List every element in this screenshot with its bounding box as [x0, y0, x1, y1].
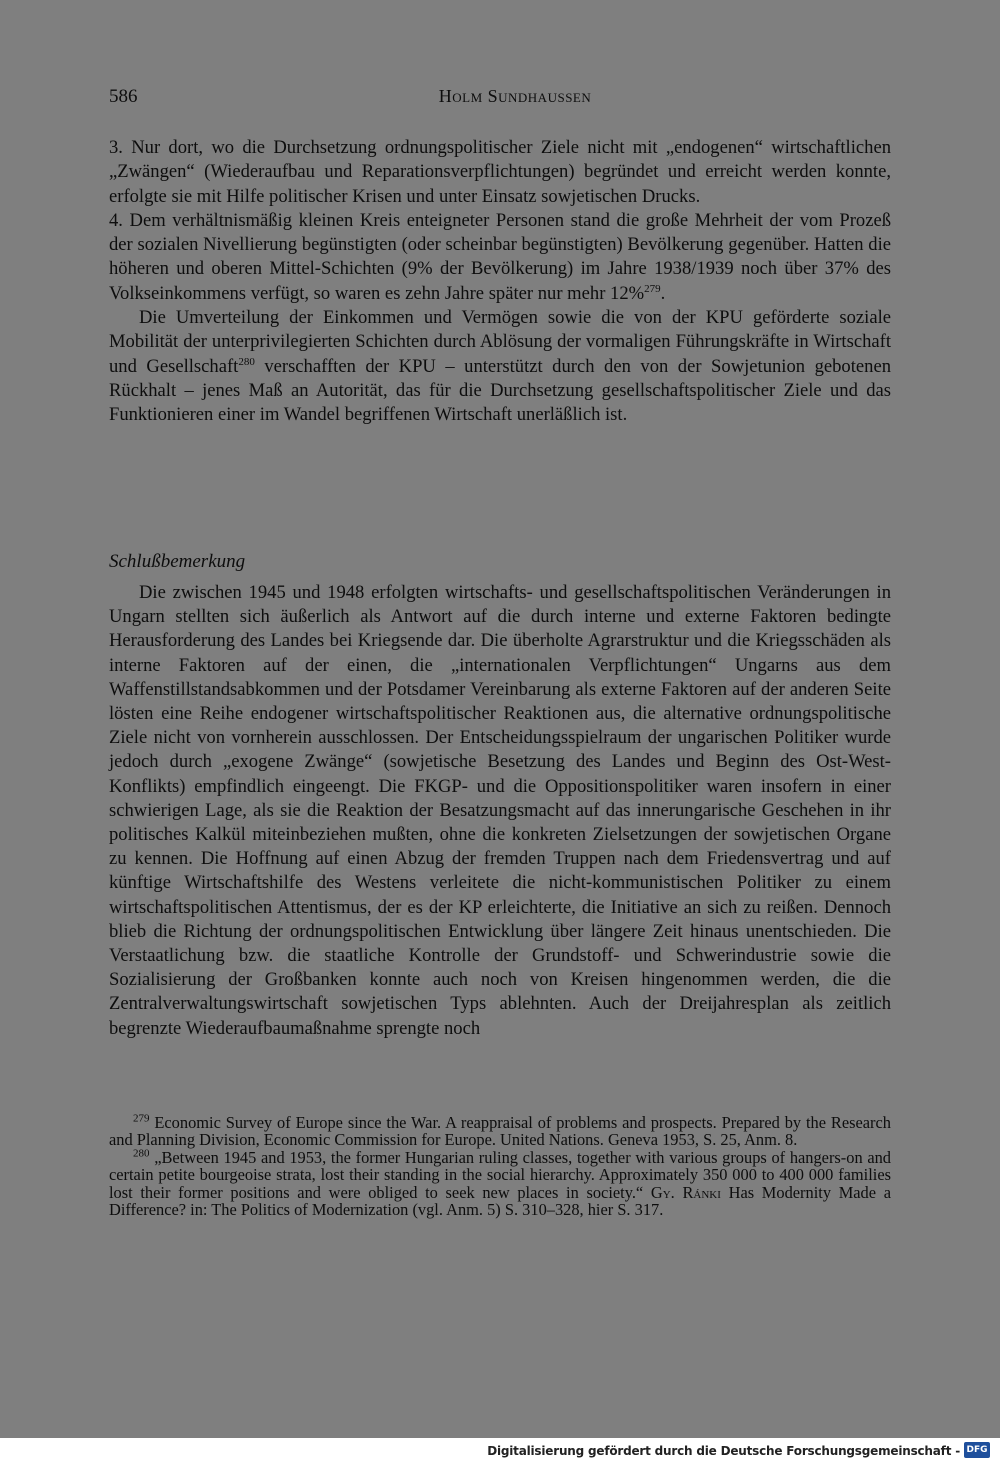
footnote-280	[109, 1149, 891, 1219]
footnote-279-text: Economic Survey of Europe since the War. A reappraisal of problems and prospects. Prepared by the Research and Planning Division, Economic Commission for Europe. United Nations. Geneva 1953, S. 25, Anm. 8.	[109, 1113, 891, 1150]
footnote-ref-279[interactable]: 279	[644, 282, 661, 295]
footnote-280-text-1: „Between 1945 and 1953, the former Hungarian ruling classes, together with various groups of hangers-on and certain petite bourgeoise strata, lost their standing in the social hierarchy. Approximately 350 000 to 400 000 families lost their former positions and were obliged to seek new places in society.“	[109, 1147, 891, 1202]
paragraph-4	[109, 209, 891, 306]
page-number: 586	[109, 86, 138, 107]
dfg-logo-icon[interactable]: DFG	[964, 1442, 990, 1458]
digitization-credit-bar	[0, 1438, 1000, 1464]
footnote-280-text-2: Has Modernity Made a Difference? in: The Politics of Modernization (vgl. Anm. 5) S. 310–328, hier S. 317.	[109, 1182, 892, 1220]
section-1-body	[109, 136, 891, 428]
paragraph-5-text-2: verschafften der KPU – unterstützt durch den von der Sowjetunion gebotenen Rückhalt – jenes Maß an Autorität, das für die Durchsetzung gesellschaftspolitischer Ziele und das Funktionieren einer im Wandel begriffenen Wirtschaft unerläßlich ist.	[109, 355, 891, 426]
paragraph-4-end: .	[660, 282, 666, 304]
conclusion-paragraph: Die zwischen 1945 und 1948 erfolgten wirtschafts- und gesellschaftspolitischen Veränderungen in Ungarn stellten sich äußerlich als Antwort auf die durch interne und externe Faktoren bedingte Herausforderung des Landes bei Kriegsende dar. Die überholte Agrarstruktur und die Kriegsschäden als interne Faktoren auf der einen, die „internationalen Verpflichtungen“ Ungarns aus dem Waffenstillstandsabkommen und der Potsdamer Vereinbarung als externe Faktoren auf der anderen Seite lösten eine Reihe endogener wirtschaftspolitischer Reaktionen aus, die alternative ordnungspolitische Ziele nicht von vornherein ausschlossen. Der Entscheidungsspielraum der ungarischen Politiker wurde jedoch durch „exogene Zwänge“ (sowjetische Besetzung des Landes und Beginn des Ost-West-Konflikts) empfindlich eingeengt. Die FKGP- und die Oppositionspolitiker waren insofern in einer schwierigen Lage, als sie die Reaktion der Besatzungsmacht auf das innerungarische Geschehen in ihr politisches Kalkül miteinbeziehen mußten, ohne die konkreten Zielsetzungen der sowjetischen Organe zu kennen. Die Hoffnung auf einen Abzug der fremden Truppen nach dem Friedensvertrag und auf künftige Wirtschaftshilfe des Westens verleitete die nicht-kommunistischen Politiker zu einem wirtschaftspolitischen Attentismus, der es der KP erleichterte, die Initiative an sich zu reißen. Dennoch blieb die Richtung der ordnungspolitischen Entwicklung über längere Zeit hinaus unentschieden. Die Verstaatlichung bzw. die staatliche Kontrolle der Grundstoff- und Schwerindustrie sowie die Sozialisierung der Großbanken konnte auch noch von Kreisen hingenommen werden, die die Zentralverwaltungswirtschaft sowjetischen Typs ablehnten. Auch der Dreijahresplan als zeitlich begrenzte Wiederaufbaumaßnahme sprengte noch	[109, 582, 891, 1039]
footnote-mark-279: 279	[133, 1112, 150, 1125]
footnote-279	[109, 1114, 891, 1149]
paragraph-4-text: 4. Dem verhältnismäßig kleinen Kreis enteigneter Personen stand die große Mehrheit der vom Prozeß der sozialen Nivellierung begünstigten (oder scheinbar begünstigten) Bevölkerung gegenüber. Hatten die höheren und oberen Mittel-Schichten (9% der Bevölkerung) im Jahre 1938/1939 noch über 37% des Volkseinkommens verfügt, so waren es zehn Jahre später nur mehr 12%	[109, 209, 891, 304]
footnotes	[109, 1114, 891, 1218]
section-2-body	[109, 581, 891, 1041]
paragraph-3: 3. Nur dort, wo die Durchsetzung ordnungspolitischer Ziele nicht mit „endogenen“ wirtschaftlichen „Zwängen“ (Wiederaufbau und Reparationsverpflichtungen) begründet und erreicht werden konnte, erfolgte sie mit Hilfe politischer Krisen und unter Einsatz sowjetischen Drucks.	[109, 137, 891, 207]
digitization-credit: Digitalisierung gefördert durch die Deutsche Forschungsgemeinschaft -	[487, 1444, 960, 1458]
running-head: Holm Sundhaussen	[438, 86, 592, 106]
paragraph-5-text-1: Die Umverteilung der Einkommen und Vermögen sowie die von der KPU geförderte soziale Mobilität der unterprivilegierten Schichten durch Ablösung der vormaligen Führungskräfte in Wirtschaft und Gesellschaft	[109, 307, 891, 377]
section-heading: Schlußbemerkung	[109, 551, 246, 572]
footnote-280-author: Gy. Ránki	[650, 1182, 721, 1202]
paragraph-5	[109, 306, 891, 427]
footnote-mark-280: 280	[133, 1147, 150, 1160]
footnote-ref-280[interactable]: 280	[238, 355, 255, 368]
